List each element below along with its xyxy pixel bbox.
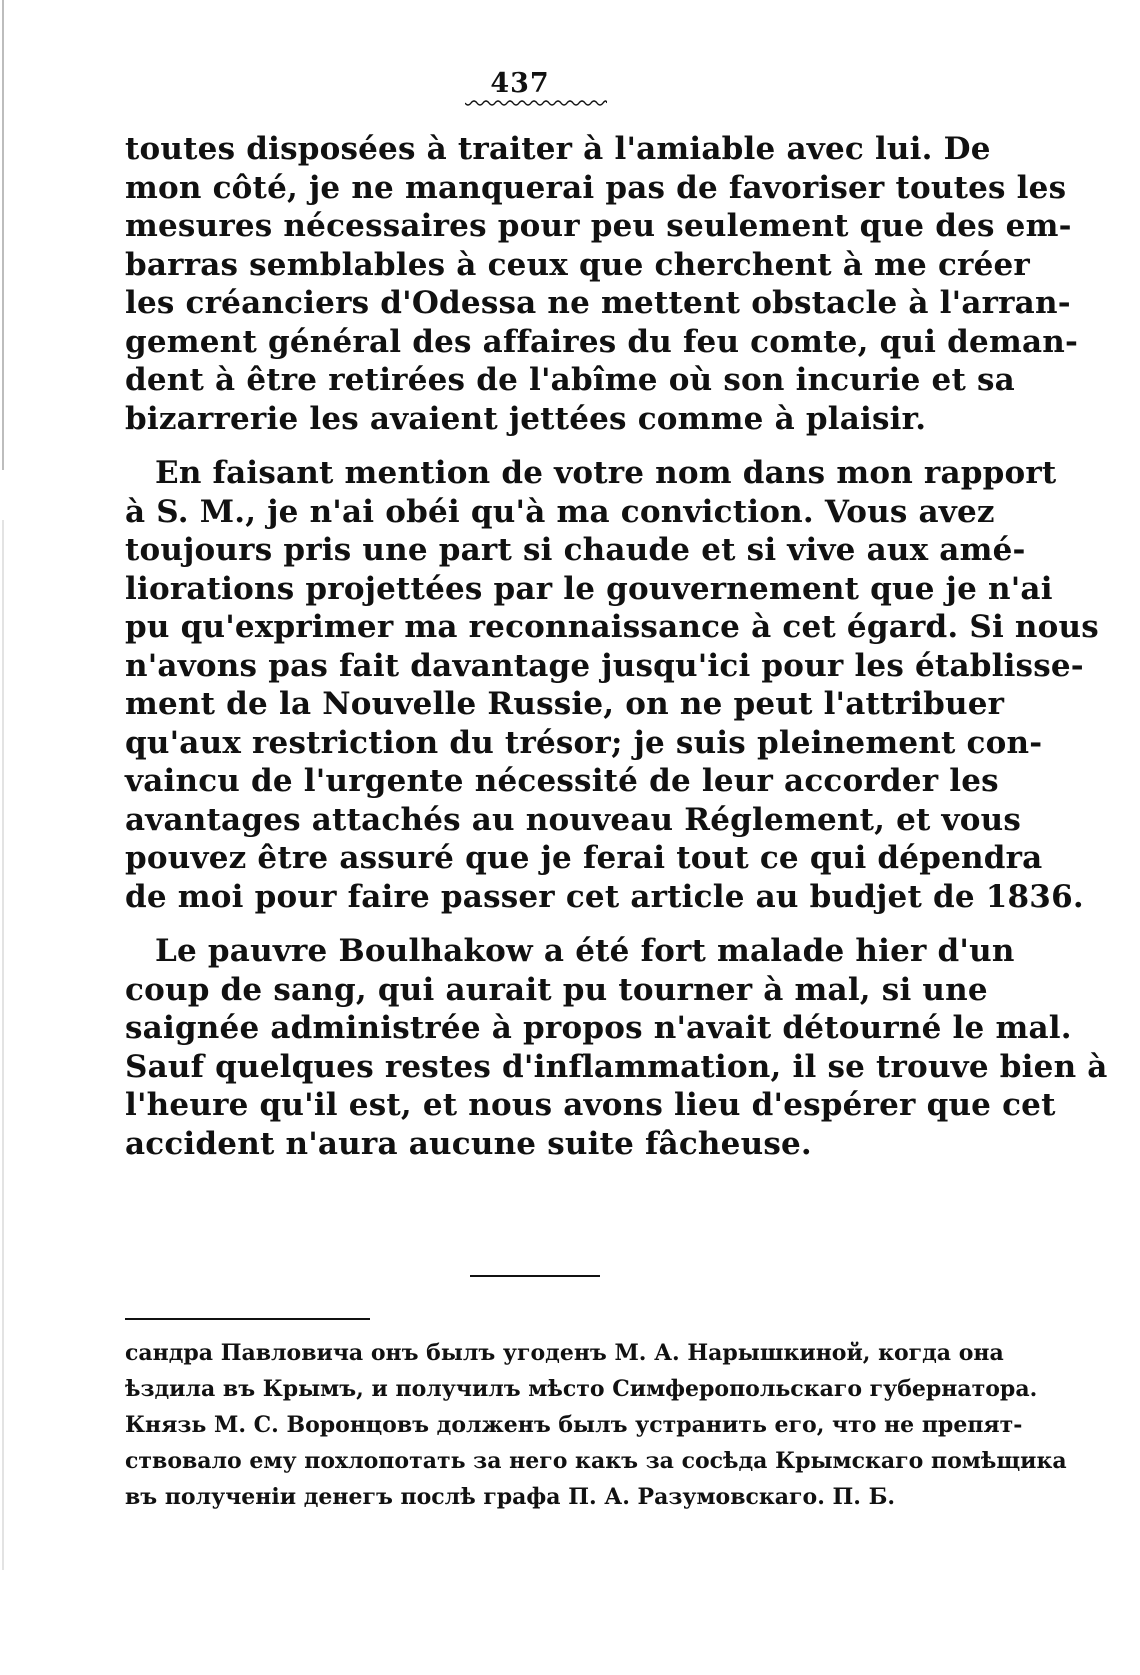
- text-line: de moi pour faire passer cet article au budjet de 1836.: [125, 878, 1084, 915]
- text-line: à S. M., je n'ai obéi qu'à ma conviction. Vous avez: [125, 493, 995, 530]
- text-line: avantages attachés au nouveau Réglement, et vous: [125, 801, 1022, 838]
- text-line: En faisant mention de votre nom dans mon rapport: [155, 455, 1057, 491]
- text-line: liorations projettées par le gouvernement que je n'ai: [125, 570, 1053, 607]
- footnote-line: ѣздила въ Крымъ, и получилъ мѣсто Симферопольскаго губернатора.: [125, 1376, 1038, 1402]
- page-number: 437: [490, 68, 550, 99]
- paragraph-2: [125, 454, 1099, 916]
- text-line: l'heure qu'il est, et nous avons lieu d'espérer que cet: [125, 1087, 1056, 1123]
- footnote-line: ствовало ему похлопотать за него какъ за сосѣда Крымскаго помѣщика: [125, 1448, 1067, 1474]
- text-line: ment de la Nouvelle Russie, on ne peut l'attribuer: [125, 686, 1005, 722]
- text-line: mon côté, je ne manquerai pas de favoriser toutes les: [125, 169, 1067, 206]
- footnote-separator: [125, 1318, 370, 1320]
- body-text: [125, 130, 1108, 1163]
- text-line: pu qu'exprimer ma reconnaissance à cet égard. Si nous: [125, 609, 1099, 645]
- text-line: pouvez être assuré que je ferai tout ce qui dépendra: [125, 840, 1043, 876]
- text-line: qu'aux restriction du trésor; je suis pleinement con-: [125, 724, 1043, 761]
- text-line: Le pauvre Boulhakow a été fort malade hier d'un: [155, 933, 1015, 969]
- text-line: gement général des affaires du feu comte, qui deman-: [125, 323, 1079, 360]
- footnote: [125, 1335, 1067, 1515]
- text-line: barras semblables à ceux que cherchent à me créer: [125, 246, 1030, 283]
- text-line: toutes disposées à traiter à l'amiable avec lui. De: [125, 131, 991, 167]
- text-line: bizarrerie les avaient jettées comme à plaisir.: [125, 400, 927, 437]
- text-line: toujours pris une part si chaude et si vive aux amé-: [125, 532, 1026, 568]
- text-line: mesures nécessaires pour peu seulement que des em-: [125, 208, 1072, 244]
- footnote-line: въ полученіи денегъ послѣ графа П. А. Разумовскаго. П. Б.: [125, 1484, 896, 1510]
- page-number-ornament: [465, 100, 607, 108]
- text-line: coup de sang, qui aurait pu tourner à mal, si une: [125, 971, 988, 1008]
- text-line: accident n'aura aucune suite fâcheuse.: [125, 1125, 812, 1162]
- text-line: les créanciers d'Odessa ne mettent obstacle à l'arran-: [125, 285, 1071, 321]
- page-left-edge-lower: [2, 520, 4, 1570]
- text-line: dent à être retirées de l'abîme où son incurie et sa: [125, 362, 1015, 398]
- text-line: saignée administrée à propos n'avait détourné le mal.: [125, 1010, 1072, 1046]
- footnote-line: сандра Павловича онъ былъ угоденъ М. А. Нарышкиной, когда она: [125, 1340, 1004, 1366]
- paragraph-3: [125, 932, 1108, 1163]
- section-divider: [470, 1275, 600, 1277]
- text-line: n'avons pas fait davantage jusqu'ici pour les établisse-: [125, 647, 1084, 684]
- footnote-line: Князь М. С. Воронцовъ долженъ былъ устранить его, что не препят-: [125, 1412, 1023, 1438]
- text-line: vaincu de l'urgente nécessité de leur accorder les: [125, 763, 999, 799]
- text-line: Sauf quelques restes d'inflammation, il se trouve bien à: [125, 1048, 1108, 1085]
- paragraph-1: [125, 130, 1079, 438]
